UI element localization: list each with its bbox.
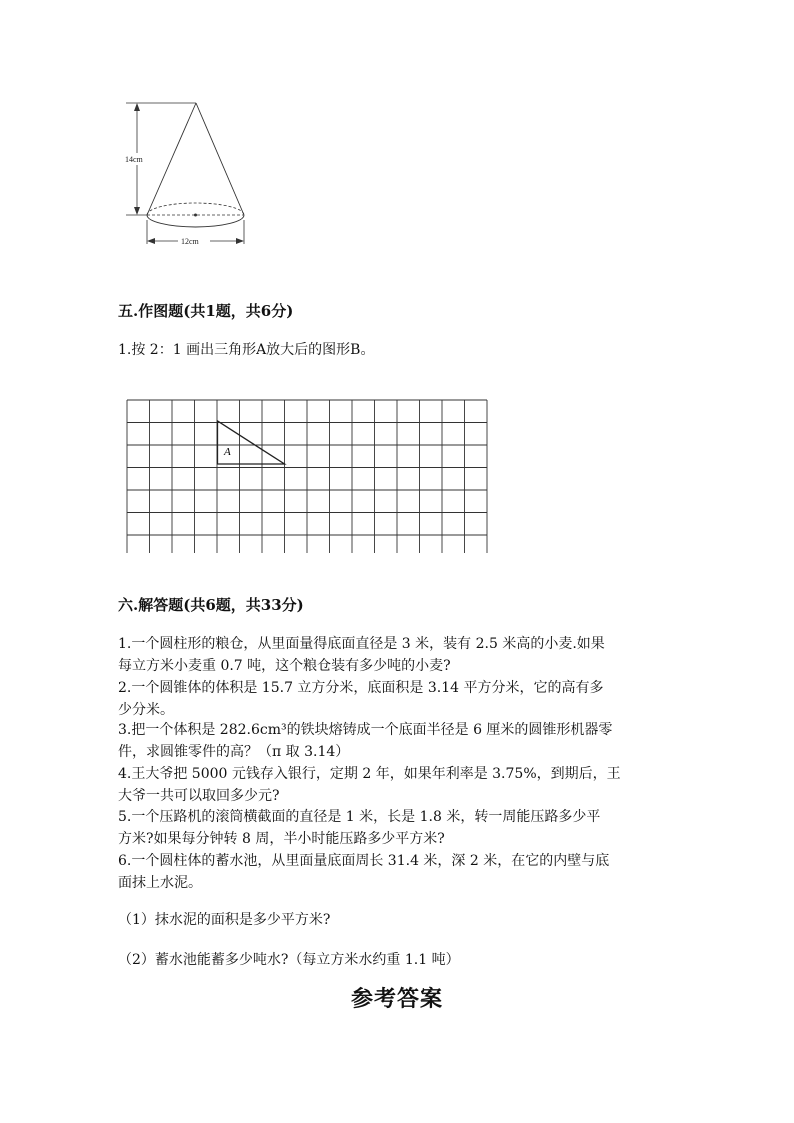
question-3-line-1: 3.把一个体积是 282.6cm³的铁块熔铸成一个底面半径是 6 厘米的圆锥形机器零 [118, 722, 613, 738]
diameter-arrow-right [236, 238, 244, 244]
cone-center-point [194, 214, 197, 217]
section-6-title: 六.解答题(共6题，共33分) [118, 596, 304, 614]
cone-base-front [147, 215, 244, 227]
question-2-line-1: 2.一个圆锥体的体积是 15.7 立方分米，底面积是 3.14 平方分米，它的高有多 [118, 680, 604, 696]
question-4-line-1: 4.王大爷把 5000 元钱存入银行，定期 2 年，如果年利率是 3.75%，到期后，王 [118, 766, 621, 782]
height-label: 14cm [125, 155, 143, 164]
cone-base-back [147, 203, 244, 215]
question-1-line-2: 每立方米小麦重 0.7 吨，这个粮仓装有多少吨的小麦? [118, 658, 451, 674]
height-arrow-bottom [134, 207, 140, 215]
question-5-line-1: 5.一个压路机的滚筒横截面的直径是 1 米，长是 1.8 米，转一周能压路多少平 [118, 809, 601, 825]
cone-right-edge [196, 103, 244, 215]
question-2-line-2: 少分米。 [118, 702, 174, 718]
height-arrow-top [134, 103, 140, 111]
question-6-line-2: 面抹上水泥。 [118, 875, 202, 891]
diameter-arrow-left [147, 238, 155, 244]
answer-heading: 参考答案 [350, 986, 443, 1012]
question-6-subquestion-1: （1）抹水泥的面积是多少平方米? [118, 912, 331, 928]
drawing-grid [126, 399, 490, 553]
cone-left-edge [147, 103, 196, 215]
question-6-subquestion-2: （2）蓄水池能蓄多少吨水?（每立方米水约重 1.1 吨） [118, 952, 460, 968]
cone-figure [118, 98, 258, 258]
question-4-line-2: 大爷一共可以取回多少元? [118, 788, 280, 804]
section-5-question-1: 1.按 2：1 画出三角形A放大后的图形B。 [118, 342, 375, 358]
question-5-line-2: 方米?如果每分钟转 8 周，半小时能压路多少平方米? [118, 831, 445, 847]
question-1-line-1: 1.一个圆柱形的粮仓，从里面量得底面直径是 3 米，装有 2.5 米高的小麦.如果 [118, 636, 605, 652]
section-5-title: 五.作图题(共1题，共6分) [118, 302, 294, 320]
question-6-line-1: 6.一个圆柱体的蓄水池，从里面量底面周长 31.4 米，深 2 米，在它的内壁与底 [118, 853, 610, 869]
question-3-line-2: 件，求圆锥零件的高？（π 取 3.14） [118, 744, 350, 760]
diameter-label: 12cm [181, 237, 199, 246]
triangle-a-label: A [224, 446, 231, 458]
